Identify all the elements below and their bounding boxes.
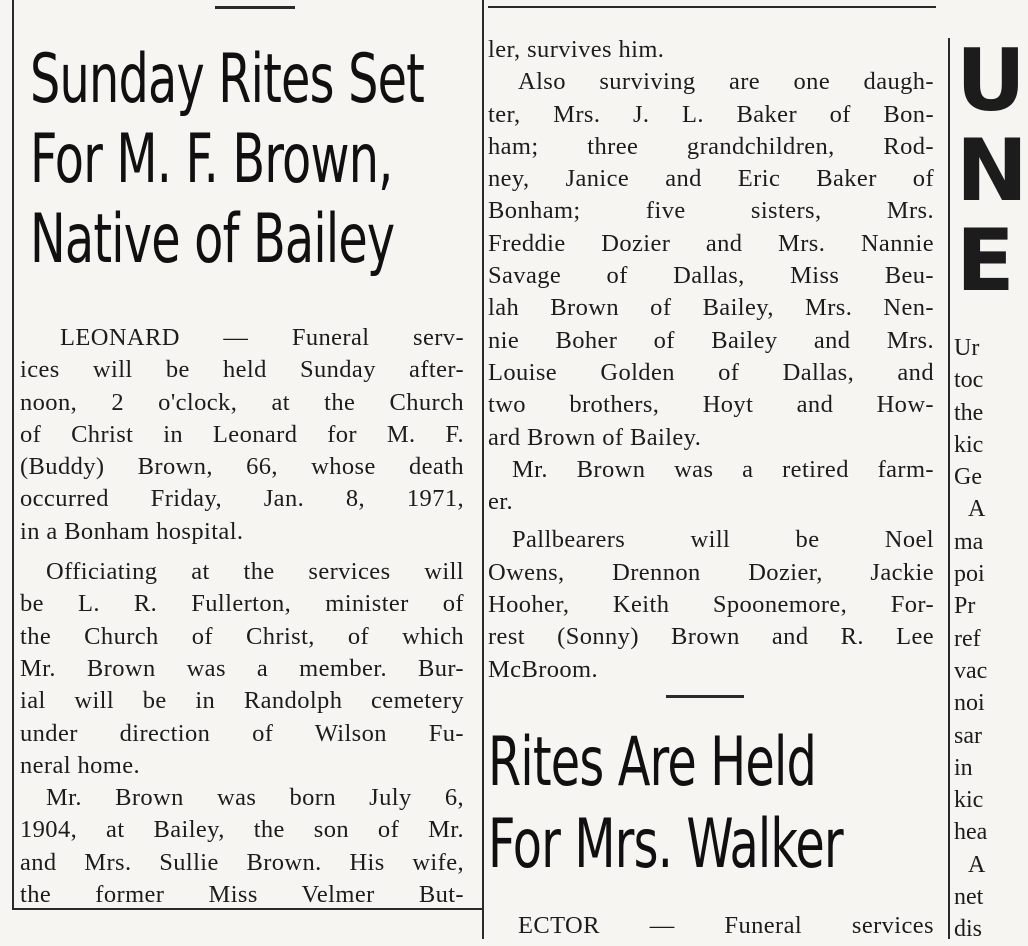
middle-column (488, 34, 936, 939)
fragment-line: toc (954, 367, 984, 394)
fragment-line: Ge (954, 464, 982, 491)
headline-line-2: For M. F. Brown, (30, 120, 393, 199)
body-line: be L. R. Fullerton, minister of (20, 590, 464, 618)
fragment-headline (956, 31, 1028, 311)
fragment-line: the (954, 399, 984, 426)
fragment-line: ma (954, 528, 984, 555)
fragment-body (954, 332, 987, 946)
body-line: Mr. Brown was born July 6, (46, 784, 464, 812)
body-line: LEONARD — Funeral serv- (60, 324, 464, 351)
column-rule-center (482, 0, 484, 939)
column-rule-right (948, 38, 950, 939)
body-line: Freddie Dozier and Mrs. Nannie (488, 229, 934, 257)
fragment-line: kic (954, 787, 984, 814)
body-line: two brothers, Hoyt and How- (488, 391, 934, 419)
body-line: (Buddy) Brown, 66, whose death (20, 453, 464, 481)
headline-line-1: Rites Are Held (488, 723, 816, 802)
body-line: in a Bonham hospital. (20, 517, 244, 545)
body-line: ECTOR — Funeral services (518, 912, 934, 939)
fragment-line: Ur (954, 335, 980, 361)
fragment-line: sar (954, 722, 982, 749)
body-line: Owens, Drennon Dozier, Jackie (488, 558, 934, 586)
body-line: ney, Janice and Eric Baker of (488, 165, 934, 193)
body-line: lah Brown of Bailey, Mrs. Nen- (488, 294, 934, 322)
body-line: Savage of Dallas, Miss Beu- (488, 262, 934, 290)
body-line: 1904, at Bailey, the son of Mr. (20, 816, 464, 844)
body-line: of Christ in Leonard for M. F. (20, 420, 464, 448)
body-line: McBroom. (488, 655, 599, 683)
top-rule-left (215, 6, 295, 9)
fragment-headline-letter: U (956, 31, 1026, 131)
body-line: ices will be held Sunday after- (20, 356, 464, 384)
body-line: the Church of Christ, of which (20, 622, 464, 650)
body-line: occurred Friday, Jan. 8, 1971, (20, 485, 464, 513)
headline-line-1: Sunday Rites Set (30, 40, 425, 119)
body-line: ham; three grandchildren, Rod- (488, 132, 934, 160)
fragment-line: in (954, 754, 973, 781)
body-line: neral home. (20, 751, 141, 779)
second-article-headline (488, 722, 925, 886)
body-line: ard Brown of Bailey. (488, 423, 702, 451)
body-line: Officiating at the services will (46, 558, 464, 586)
column-rule-left-edge (12, 0, 14, 910)
left-article-headline (30, 40, 467, 280)
body-line: noon, 2 o'clock, at the Church (20, 388, 464, 416)
fragment-headline-letter: N (956, 121, 1028, 221)
body-line: ial will be in Randolph cemetery (20, 687, 464, 715)
top-rule-middle (488, 6, 936, 8)
body-line: the former Miss Velmer But- (20, 881, 464, 909)
body-line: ler, survives him. (488, 36, 665, 63)
body-line: Mr. Brown was a retired farm- (512, 455, 934, 483)
body-line: under direction of Wilson Fu- (20, 719, 464, 747)
body-line: ter, Mrs. J. L. Baker of Bon- (488, 100, 934, 128)
fragment-line: poi (954, 561, 985, 588)
fragment-line: Pr (954, 593, 976, 620)
fragment-headline-letter: E (956, 211, 1015, 311)
body-line: and Mrs. Sullie Brown. His wife, (20, 848, 464, 876)
continued-obituary-body (488, 34, 934, 686)
headline-line-3: Native of Bailey (30, 200, 395, 279)
fragment-line: ref (954, 625, 981, 652)
body-line: er. (488, 488, 514, 516)
body-line: Hooher, Keith Spoonemore, For- (488, 591, 934, 619)
body-line: Mr. Brown was a member. Bur- (20, 654, 464, 682)
body-line: Bonham; five sisters, Mrs. (488, 197, 934, 225)
fragment-line: A (968, 496, 986, 523)
fragment-line: hea (954, 819, 988, 846)
fragment-line: dis (954, 916, 983, 943)
right-fragment-column (954, 31, 1028, 943)
fragment-line: net (954, 884, 984, 911)
body-line: Also surviving are one daugh- (518, 68, 934, 96)
fragment-line: A (968, 851, 986, 878)
left-article (18, 40, 468, 908)
body-line: nie Boher of Bailey and Mrs. (488, 326, 934, 354)
fragment-line: vac (954, 657, 988, 684)
fragment-line: kic (954, 431, 984, 458)
body-line: rest (Sonny) Brown and R. Lee (488, 623, 934, 651)
left-article-body (20, 322, 464, 911)
body-line: Louise Golden of Dallas, and (488, 358, 934, 386)
fragment-line: noi (954, 690, 985, 717)
body-line: Pallbearers will be Noel (512, 526, 934, 554)
second-article-body (488, 910, 934, 942)
headline-line-2: For Mrs. Walker (488, 805, 843, 884)
